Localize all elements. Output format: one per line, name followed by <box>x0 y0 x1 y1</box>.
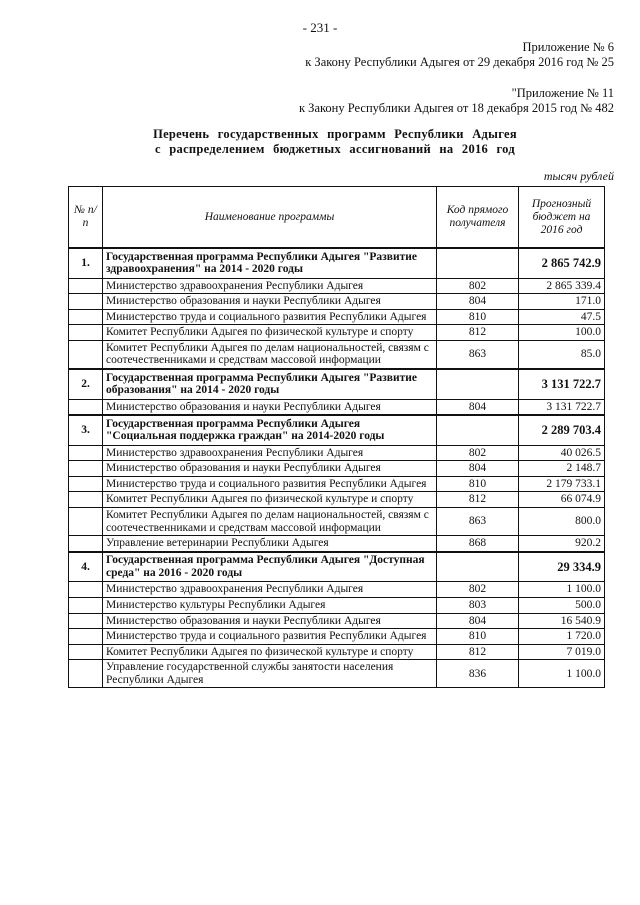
appendix-6-header <box>305 40 614 70</box>
programs-table <box>68 186 605 688</box>
recipient-row <box>69 536 605 552</box>
program-total: 3 131 722.7 <box>519 369 605 399</box>
document-title <box>100 127 570 157</box>
recipient-num <box>69 340 103 369</box>
recipient-amount: 7 019.0 <box>519 644 605 660</box>
recipient-code: 802 <box>437 445 519 461</box>
recipient-code: 810 <box>437 476 519 492</box>
recipient-num <box>69 629 103 645</box>
recipient-amount: 66 074.9 <box>519 492 605 508</box>
appendix-11-law-reference: к Закону Республики Адыгея от 18 декабря 2015 год № 482 <box>298 101 614 115</box>
recipient-row <box>69 660 605 688</box>
recipient-amount: 3 131 722.7 <box>519 399 605 415</box>
recipient-amount: 2 865 339.4 <box>519 278 605 294</box>
recipient-amount: 1 720.0 <box>519 629 605 645</box>
recipient-amount: 16 540.9 <box>519 613 605 629</box>
program-row <box>69 552 605 582</box>
appendix-11-header <box>299 86 614 116</box>
program-code <box>437 369 519 399</box>
program-number: 1. <box>69 248 103 278</box>
program-code <box>437 248 519 278</box>
recipient-name: Комитет Республики Адыгея по физической культуре и спорту <box>103 325 437 341</box>
recipient-num <box>69 597 103 613</box>
program-number: 2. <box>69 369 103 399</box>
recipient-code: 836 <box>437 660 519 688</box>
document-title-line-1: Перечень государственных программ Республики Адыгея <box>153 127 517 141</box>
appendix-6-title: Приложение № 6 <box>522 40 614 54</box>
recipient-row <box>69 399 605 415</box>
recipient-code: 804 <box>437 461 519 477</box>
recipient-num <box>69 445 103 461</box>
recipient-row <box>69 644 605 660</box>
recipient-num <box>69 399 103 415</box>
program-total: 2 865 742.9 <box>519 248 605 278</box>
program-name: Государственная программа Республики Адыгея "Развитие образования" на 2014 - 2020 годы <box>103 369 437 399</box>
recipient-row <box>69 294 605 310</box>
program-name: Государственная программа Республики Адыгея "Социальная поддержка граждан" на 2014-2020 годы <box>103 415 437 445</box>
program-number: 4. <box>69 552 103 582</box>
header-num: № п/п <box>69 187 103 249</box>
recipient-code: 804 <box>437 294 519 310</box>
recipient-num <box>69 294 103 310</box>
recipient-name: Министерство здравоохранения Республики Адыгея <box>103 445 437 461</box>
recipient-num <box>69 278 103 294</box>
recipient-amount: 2 148.7 <box>519 461 605 477</box>
recipient-row <box>69 309 605 325</box>
program-name: Государственная программа Республики Адыгея "Развитие здравоохранения" на 2014 - 2020 годы <box>103 248 437 278</box>
recipient-row <box>69 629 605 645</box>
recipient-amount: 500.0 <box>519 597 605 613</box>
recipient-num <box>69 644 103 660</box>
recipient-num <box>69 476 103 492</box>
appendix-11-title: "Приложение № 11 <box>511 86 614 100</box>
recipient-name: Министерство труда и социального развития Республики Адыгея <box>103 309 437 325</box>
program-code <box>437 552 519 582</box>
recipient-amount: 920.2 <box>519 536 605 552</box>
recipient-code: 812 <box>437 492 519 508</box>
header-name: Наименование программы <box>103 187 437 249</box>
recipient-name: Комитет Республики Адыгея по физической культуре и спорту <box>103 644 437 660</box>
recipient-amount: 100.0 <box>519 325 605 341</box>
program-name: Государственная программа Республики Адыгея "Доступная среда" на 2016 - 2020 годы <box>103 552 437 582</box>
recipient-name: Министерство образования и науки Республики Адыгея <box>103 294 437 310</box>
recipient-num <box>69 492 103 508</box>
program-row <box>69 248 605 278</box>
program-total: 2 289 703.4 <box>519 415 605 445</box>
recipient-amount: 40 026.5 <box>519 445 605 461</box>
recipient-row <box>69 492 605 508</box>
recipient-row <box>69 445 605 461</box>
recipient-num <box>69 325 103 341</box>
recipient-row <box>69 582 605 598</box>
appendix-6-law-reference: к Закону Республики Адыгея от 29 декабря 2016 год № 25 <box>305 55 614 69</box>
table-body <box>69 248 605 688</box>
recipient-amount: 171.0 <box>519 294 605 310</box>
recipient-code: 803 <box>437 597 519 613</box>
page-number: - 231 - <box>302 20 338 35</box>
recipient-row <box>69 597 605 613</box>
recipient-name: Комитет Республики Адыгея по делам национальностей, связям с соотечественниками и средствам массовой информации <box>103 340 437 369</box>
recipient-amount: 800.0 <box>519 508 605 536</box>
recipient-amount: 1 100.0 <box>519 660 605 688</box>
recipient-code: 812 <box>437 644 519 660</box>
recipient-row <box>69 325 605 341</box>
program-total: 29 334.9 <box>519 552 605 582</box>
recipient-name: Комитет Республики Адыгея по делам национальностей, связям с соотечественниками и средствам массовой информации <box>103 508 437 536</box>
header-amount: Прогнозный бюджет на 2016 год <box>519 187 605 249</box>
recipient-num <box>69 613 103 629</box>
recipient-num <box>69 461 103 477</box>
recipient-amount: 1 100.0 <box>519 582 605 598</box>
recipient-name: Управление государственной службы занятости населения Республики Адыгея <box>103 660 437 688</box>
recipient-name: Комитет Республики Адыгея по физической культуре и спорту <box>103 492 437 508</box>
recipient-row <box>69 461 605 477</box>
recipient-code: 863 <box>437 340 519 369</box>
recipient-num <box>69 582 103 598</box>
recipient-code: 810 <box>437 309 519 325</box>
recipient-row <box>69 508 605 536</box>
document-title-line-2: с распределением бюджетных ассигнований на 2016 год <box>155 142 515 156</box>
recipient-code: 804 <box>437 613 519 629</box>
recipient-num <box>69 536 103 552</box>
recipient-name: Министерство здравоохранения Республики Адыгея <box>103 582 437 598</box>
recipient-code: 802 <box>437 278 519 294</box>
recipient-name: Министерство труда и социального развития Республики Адыгея <box>103 476 437 492</box>
recipient-code: 810 <box>437 629 519 645</box>
program-code <box>437 415 519 445</box>
recipient-code: 802 <box>437 582 519 598</box>
program-row <box>69 415 605 445</box>
recipient-row <box>69 613 605 629</box>
recipient-code: 863 <box>437 508 519 536</box>
table-header-row <box>69 187 605 249</box>
recipient-num <box>69 660 103 688</box>
recipient-name: Министерство образования и науки Республики Адыгея <box>103 461 437 477</box>
recipient-code: 812 <box>437 325 519 341</box>
recipient-name: Министерство культуры Республики Адыгея <box>103 597 437 613</box>
recipient-name: Управление ветеринарии Республики Адыгея <box>103 536 437 552</box>
program-number: 3. <box>69 415 103 445</box>
recipient-row <box>69 340 605 369</box>
recipient-num <box>69 309 103 325</box>
recipient-name: Министерство образования и науки Республики Адыгея <box>103 399 437 415</box>
recipient-amount: 2 179 733.1 <box>519 476 605 492</box>
recipient-amount: 47.5 <box>519 309 605 325</box>
header-code: Код прямого получателя <box>437 187 519 249</box>
recipient-row <box>69 278 605 294</box>
recipient-amount: 85.0 <box>519 340 605 369</box>
recipient-name: Министерство образования и науки Республики Адыгея <box>103 613 437 629</box>
recipient-name: Министерство труда и социального развития Республики Адыгея <box>103 629 437 645</box>
recipient-num <box>69 508 103 536</box>
units-label: тысяч рублей <box>543 169 614 183</box>
recipient-code: 804 <box>437 399 519 415</box>
recipient-name: Министерство здравоохранения Республики Адыгея <box>103 278 437 294</box>
recipient-row <box>69 476 605 492</box>
program-row <box>69 369 605 399</box>
recipient-code: 868 <box>437 536 519 552</box>
